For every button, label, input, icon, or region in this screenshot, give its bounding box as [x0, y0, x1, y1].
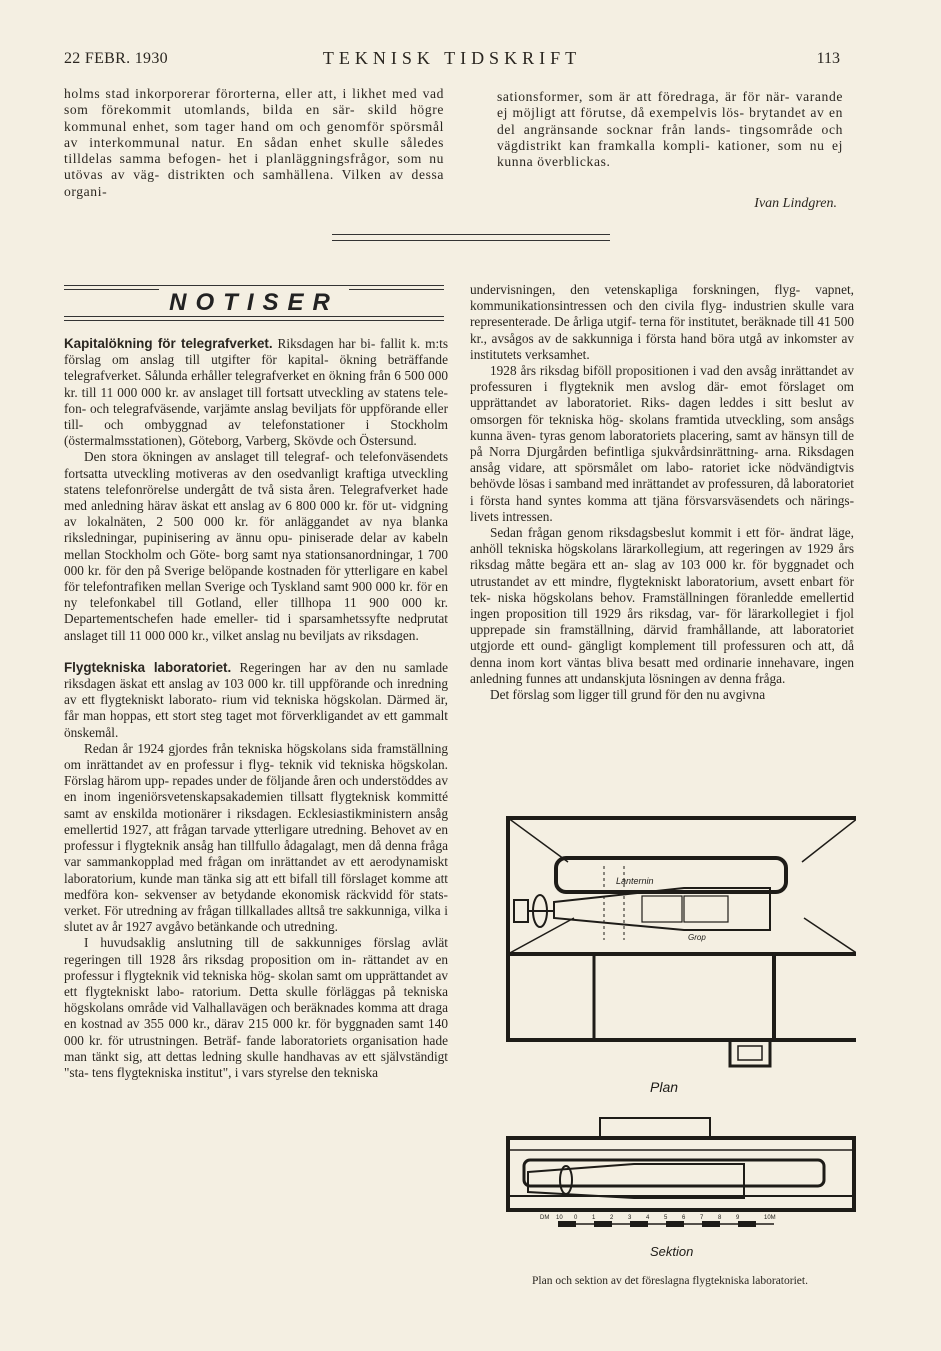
- motor-block: [514, 900, 528, 922]
- label-grop: Grop: [688, 933, 706, 942]
- right-column: [470, 282, 854, 703]
- scale-segment: [702, 1221, 720, 1227]
- figure-caption: Plan och sektion av det föreslagna flygtekniska laboratoriet.: [532, 1275, 808, 1287]
- section-header: [64, 285, 444, 321]
- article-telegraf-p1: [64, 336, 448, 449]
- scale-tick: 4: [646, 1215, 650, 1221]
- plan-room-left: [508, 954, 774, 1040]
- scale-tick: 6: [682, 1215, 686, 1221]
- grop-pit: [684, 896, 728, 922]
- page-number: 113: [816, 50, 840, 67]
- issue-date: 22 FEBR. 1930: [64, 50, 168, 67]
- scale-tick: 10: [556, 1215, 563, 1221]
- plan-and-section-svg: [484, 800, 856, 1270]
- tunnel-test-section: [554, 888, 770, 930]
- paragraph: holms stad inkorporerar förorterna, eller att, i likhet med vad som förekommit utomlands, bilda en sär- skild högre kommunal enhet, som tager hand om och genomför spörsmål av interkommunal natur. En sådan enhet skulle således tilldelas samma befogen- het i planläggningsfrågor, som nu utövas av väg- distrikten och samhällena. Vilken av dessa organi-: [64, 86, 444, 199]
- scale-tick: 8: [718, 1215, 722, 1221]
- scale-segment: [738, 1221, 756, 1227]
- section-propeller: [560, 1166, 572, 1194]
- tunnel-return-duct: [556, 858, 786, 892]
- article-heading: Flygtekniska laboratoriet.: [64, 659, 232, 675]
- plan-steps: [738, 1046, 762, 1060]
- journal-title: TEKNISK TIDSKRIFT: [322, 48, 582, 68]
- label-sektion: Sektion: [650, 1244, 694, 1259]
- scale-tick: 5: [664, 1215, 668, 1221]
- article-heading: Kapitalökning för telegrafverket.: [64, 336, 273, 351]
- rule: [64, 316, 444, 317]
- paragraph: undervisningen, den vetenskapliga forskningen, flyg- vapnet, kommunikationsintressen och den civila flyg- industrien skulle vara representerade. De årliga utgif- terna för institutet, beräknade till 41 500 kr., avsågos av de sakkunniga i första hand böra utgå av inkomster av institutets verksamhet.: [470, 282, 854, 362]
- article-telegraf-p2: Den stora ökningen av anslaget till telegraf- och telefonväsendets fortsatta utveckling motiveras av den osedvanligt kraftiga utveckling statens telefonrörelse undergått de två sista åren. Telegrafverket hade med anledning härav äskat ett anslag av 6 800 000 kr. för ut- vidgning av lokalnäten, 2 500 000 kr. för anläggandet av nya blanka riksledningar, pupinisering av ännu opu- piniserade delar av kabeln mellan Stockholm och Göte- borg samt nya stationsanordningar, 1 700 000 kr. för den på Sverige belöpande kostnaden för ytterligare en kabel för telefontrafiken mellan Sverige och Tyskland samt 900 000 kr. för en ny telefonkabel till Gotland, eller tillhopa 11 900 000 kr. Departementschefen hade emeller- tid i sparsamhetssyfte nedprutat anslaget till 11 000 000 kr., vilket anslag nu beviljats av riksdagen.: [64, 449, 448, 643]
- scale-segment: [630, 1221, 648, 1227]
- plan-room-right: [774, 954, 856, 1040]
- paragraph-text: Regeringen har av den nu samlade riksdagen äskat ett anslag av 103 000 kr. till uppförande och inredning av ett flygtekniskt laborato- rium vid tekniska högskolan. Därmed är, får man hoppas, ett stort steg taget mot förverkligandet av ett gammalt önskemål.: [64, 659, 448, 740]
- scale-tick: 3: [628, 1215, 632, 1221]
- article-flyg-p3: I huvudsaklig anslutning till de sakkunniges förslag avlät regeringen till 1928 års riksdag proposition om in- rättandet av en professur i flygteknik vid tekniska hög- skolan samt om upprättandet av ett flygtekniskt labo- ratorium. Detta skulle förläggas på tekniska högskolans område vid Valhallavägen och beräknades komma att draga en kostnad av 355 000 kr., därav 215 000 kr. för byggnaden samt 140 000 kr. för utrustningen. Beträf- fande laboratoriets organisation hade man tänkt sig, att dettas ledning skulle handhavas av ett självständigt "sta- tens flygtekniska institut", i vars styrelse den tekniska: [64, 935, 448, 1080]
- author-signature: Ivan Lindgren.: [754, 196, 837, 211]
- scale-unit: DM: [540, 1215, 550, 1221]
- article-flyg-p1: [64, 660, 448, 741]
- scale-segment: [558, 1221, 576, 1227]
- plan-entrance: [730, 1040, 770, 1066]
- paragraph: Sedan frågan genom riksdagsbeslut kommit i ett för- ändrat läge, anhöll tekniska högskolans lärarkollegium, att regeringen av 1929 års riksdag måtte begära ett an- slag av 103 000 kr. för byggnadet och utrustandet av ett mindre, flygtekniskt laboratorium, avsett enbart för tek- niska högskolans behov. Framställningen föranledde emellertid ingen proposition till 1929 års riksdag, var- för lärarkollegiet i fjol upprepade sin framställning, därvid framhållande, att laboratoriet utgjorde ett ound- gängligt komplement till professuren och att, då denna inom kort väntas bliva besatt med ordinarie innehavare, ingen anledning funnes att undanskjuta lösningen av denna fråga.: [470, 525, 854, 686]
- scale-tick: 7: [700, 1215, 704, 1221]
- rule: [64, 320, 444, 321]
- scale-tick: 1: [592, 1215, 596, 1221]
- paragraph: Det förslag som ligger till grund för den nu avgivna: [490, 687, 766, 703]
- top-right-column: [497, 89, 843, 170]
- tunnel-chamber: [642, 896, 682, 922]
- scale-segment: [594, 1221, 612, 1227]
- section-title: NOTISER: [159, 289, 349, 316]
- rule: [64, 285, 444, 286]
- label-plan: Plan: [650, 1079, 679, 1095]
- article-flyg-p2: Redan år 1924 gjordes från tekniska högskolans sida framställning om inrättandet av en professur i flyg- teknik vid tekniska högskolan. Förslag härom upp- repades under de följande åren och understöddes av en inom ingeniörsvetenskapsakademien tillsatt flygteknisk kommitté samt av enskilda motionärer i riksdagen. Ecklesiastikministern ansåg emellertid 1927, att frågan tarvade ytterligare utredning. Behovet av en professur i flygteknik ansåg han tillfullo ådagalagt, men då denna fråga var sammankopplad med frågan om inrättandet av ett aerodynamiskt laboratorium, kunde man tänka sig att ett bifall till förslaget komme att medföra kon- sekvenser av betydande ekonomisk räckvidd för stats- verket. För utredning av frågan tillkallades alltså tre sakkunniga, vilka i slutet av år 1927 avgåvo betänkande och utredning.: [64, 740, 448, 935]
- paragraph-text: Riksdagen har bi- fallit k. m:ts förslag om anslag till utgifter för kapital- ökning beträffande telegrafverket. Sålunda erhåller telegrafverket en ökning från 6 500 000 kr. till 11 000 000 kr. av anslaget till fortsatt utveckling av statens tele- fon- och telegrafväsende, varjämte anslag beviljats för uppförande eller till- och ombyggnad av telefonstationer i Stockholm (östermalmsstationen), Göteborg, Varberg, Skövde och Östersund.: [64, 336, 449, 449]
- top-left-column: [64, 86, 444, 200]
- label-lanternin: Lanternin: [616, 876, 654, 886]
- plan-outer-wall: [508, 818, 856, 954]
- hip-line: [508, 818, 568, 862]
- hip-line: [802, 818, 856, 862]
- hip-line: [804, 918, 856, 954]
- section-lantern: [600, 1118, 710, 1138]
- scale-segment: [666, 1221, 684, 1227]
- running-header: [64, 48, 840, 72]
- scale-tick: 10M: [764, 1215, 776, 1221]
- left-column: [64, 336, 448, 1081]
- paragraph: 1928 års riksdag biföll propositionen i vad den avsåg inrättandet av professuren i flygteknik men avslog där- emot förslaget om upprättandet av laboratoriet. Riks- dagen leddes i sitt beslut av omsorgen för tekniska hög- skolans framtida utveckling, som ansågs kunna även- tyras genom laboratoriets placering, samt av hänsyn till de på Norra Djurgården befintliga sjukvårdsinrättning- arna. Riksdagen ansåg vidare, att spörsmålet om labo- ratoriet icke nödvändigtvis behövde lösas i samband med inrättandet av professuren, då laboratoriet i första hand syntes komma att tjäna försvarsväsendets och närings- livets intressen.: [470, 363, 855, 524]
- scale-tick: 9: [736, 1215, 740, 1221]
- lab-drawing: [484, 800, 856, 1270]
- section-divider: [332, 234, 610, 241]
- scale-tick: 2: [610, 1215, 614, 1221]
- scale-tick: 0: [574, 1215, 578, 1221]
- hip-line: [508, 918, 574, 954]
- paragraph: sationsformer, som är att föredraga, är för när- varande ej möjligt att förutse, då exempelvis lös- brytandet av en del angränsande socknar från lands- tingsområde och vägdistrikt kan framkalla kompli- kationer, som nu ej kunna överblickas.: [497, 89, 843, 170]
